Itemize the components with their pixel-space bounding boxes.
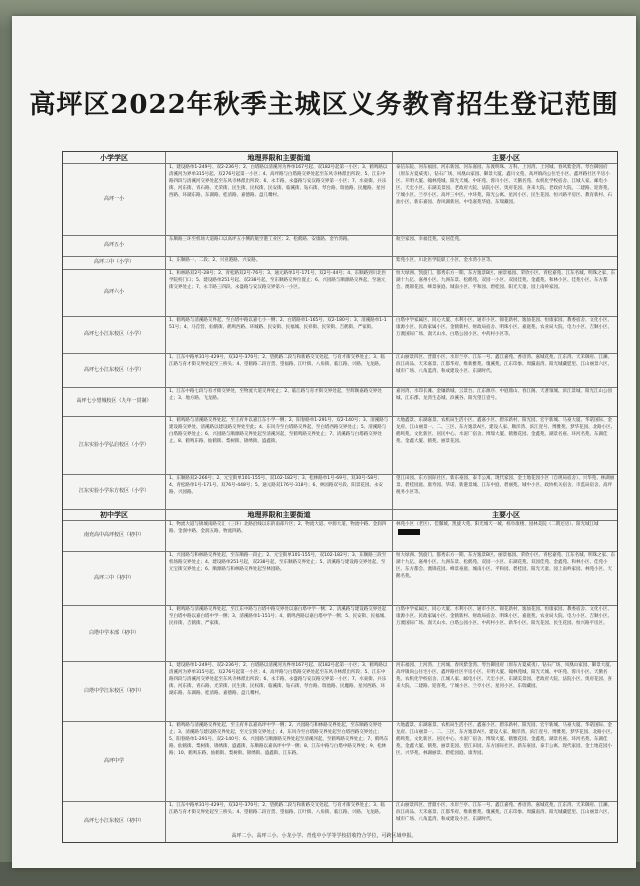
table-row xyxy=(63,256,617,269)
school-name: 高坪三中（小学） xyxy=(63,257,166,269)
header-estates: 主要小区 xyxy=(492,153,520,162)
school-name: 高坪一小 xyxy=(63,164,166,235)
header-streets: 地理界限和主要街道 xyxy=(166,152,393,163)
school-name: 白塔中学本部（初中） xyxy=(63,606,166,661)
streets-cell: 1、建设路单1-249号、双2-236号；2、白塔路以清溪河为界单167号起、双182号起第一小区；3、鹤鸣路以清溪河为界单315号起、双276号起第一小区；4、高坪路与白塔路交界处起至东风寺林派出所段；5、江东中路四段与清溪河交界处起至东风寺林派出所段；6、永丰路、永盛路与安汉路交界第一小区；7、水東街、兵乐街、河东街、青石路、光荣街、民生街、民权街、临溪街、钻石街、琴台路、瑞池路、民魔路、星河西路、环湖东路、东湖路、桂清路、嘉德路、盘儿嘴村。 xyxy=(166,662,393,721)
school-name: 高坪六小 xyxy=(63,270,166,316)
streets-cell: 1、建设路单1-249号、双2-236号；2、白塔路以清溪河为界单167号起、双182号起第一小区；3、鹤鸣路以清溪河为界单315号起、双276号起第一小区；4、高坪路与白塔路交界处起至东风寺林派出所段；5、江东中路四段与清溪河交界处起至东风寺林派出所段；6、永丰路、永盛路与安汉路交界第一小区；7、水東街、兵乐街、河东街、青石路、光荣街、民生街、民权街、民安街、临溪街、钻石街、琴台路、瑞池路、民魔路、星河西路、环湖东路、东湖路、桂清路、嘉德路、盘儿嘴村。 xyxy=(166,164,393,235)
estates-cell: 嘉河湾、水印长滩、金镶新城、云景台、江东源序、中庭鼎山、春江阁、天著领城、滨江景城、阳光江山公园城、江东郡、龙湾生态城、滨溪谷、阳光望江壹号。 xyxy=(396,389,612,401)
streets-cell: 1、鹤鸣路与清溪路交界处起，至江东中路与白塔中路交界处以嘉白塔中学一侧；2、清溪路与建设路交界处起至白塔中路以嘉白塔中学一侧；3、清溪路单1-151号；4、鹤鸣西路以嘉白塔中学一侧；5、民安街、民福城、民祥街、吉鹤街、严家街。 xyxy=(166,606,393,661)
estates-cell: 江山丽景四区、晋鼎小区、水岸兰亭、江东一号、鑫江嘉苑、香语湾、嘉城花苑、江东湾、天禾御府、江澜、滨江尚品、天禾嘉景、江都华府、维新雅苑、瑰溪苑、江东印象、周瀛南湾、阳光城藏愿里、江山丽景六区、城市广场、八角蓝湾、和成建设小区、东湖时代。 xyxy=(396,803,612,822)
streets-cell: 1、江东中路七段与育才街交界处，至物流大道交界处止；2、临江路与育才街交界处起，至辉顺嘉路交界处止；3、地方路、飞龙路。 xyxy=(166,388,393,416)
footer-note: 高坪二小、高坪三小、小龙小学、青莲中小学等学校招收符合学位，可跨区域申报。 xyxy=(231,833,417,839)
school-name: 南充高中高坪校区（初中） xyxy=(63,521,166,551)
school-name: 高坪七小望城校区（九年一贯制） xyxy=(63,388,166,416)
table-row xyxy=(63,520,617,551)
header-streets: 地理界限和主要街道 xyxy=(166,510,393,520)
streets-cell: 1、江东中路单31号-429号，双32号-370号；2、望鹤路二段与和新路交叉处起，与育才街交界处止；3、临江路与育才街交界处起至三桥头；4、望鹤路二段百货、望福路、江叶街、八角街、临江路、兴路、飞龙路。 xyxy=(166,802,393,842)
estates-cell: 白塔中学家属区、同心大厦、水利小区、通市小区、锦花新村、逸仙花园、恒康家园、教委宿舍、文化小区、康源小区、民政家属小区、金鹤新村、财政局宿舍、明珠小区、嘉庭苑、农业局大院、电力小区、吉顺小区、万澳国际广场、润天山水、白塔公园小区、中药村小区、新华小区、阳光花园、民生花园、恒兴路平房区。 xyxy=(396,607,612,626)
table-row xyxy=(63,474,617,509)
streets-cell: 1、东顺路一、二段；2、兴业港路、兴安路。 xyxy=(166,257,393,269)
estates-cell: 恒大绿洲、凯旋门、都秀东方一期、东方逸景B区、丽景福园、荣欣小区、青松嘉苑、江东名城、明珠之家、东湖十九亿、嘉州小区、九洲东景、松鹤苑、双园一小区、东湖花苑、双园佳苑、金鑫苑、和林小区、佳苑小区、东方都会、澳锦花园、峰景豪庭、城南小区、平和园、碧桂园、阳光天童、园上南岭家园、林苑小区、天鹅名苑。 xyxy=(396,553,616,579)
page-title: 高坪区2022年秋季主城区义务教育招生登记范围 xyxy=(29,90,619,120)
table-row xyxy=(63,353,617,387)
streets-cell: 1、鹤鸣路与清溪路交界处起、至王府井以嘉江东小学一侧；2、阳春路单1-291号、双2-140号；3、清溪路与建设路交界处、清溪路以建设路交界处至此；4、东风寺至白塔路交界起，至白塔西路交界处止；5、清溪路与白塔路交界处止；6、兴园路与顺源路交界处起至清溪河起，至鹤鸣路交界处止；7、清溪路与白塔路交界处止。8、鹤鸣东路、仙鹤街、梨树街、锦绣街、盛鑫街。 xyxy=(166,417,393,474)
school-name: 高坪七小江东校区（小学） xyxy=(63,317,166,353)
streets-cell: 1、鹤鸣路与清溪路交界起，至白塔中路以嘉七小一侧；2、白塔路单1-165号、双2-180号；3、清溪路单1-151号；4、马首营、仙鹤街、鹤鸣西路、环城路、民安街、民福城、民祥街、民荣街、吉鹤街、严家街。 xyxy=(166,317,393,353)
table-row xyxy=(63,235,617,256)
estates-text: 林苑小区（老区）、佳馨城、凯旋大苑、阳光城天一城、栎阜康楼、园林美院（二期还房）、阳光城江城 xyxy=(396,522,599,527)
school-name: 高坪中学 xyxy=(63,722,166,801)
school-name: 高坪七小江东校区（小学） xyxy=(63,354,166,387)
estates-cell: 白塔中学家属区、同心大厦、水利小区、通市小区、锦花新村、逸仙花园、恒康家园、教委宿舍、文化小区、康源小区、民政家属小区、金鹤新村、财政局宿舍、明珠小区、嘉庭苑、农业局大院、电力小区、吉顺小区、万澳国际广场、润天山水、白塔公园小区、中药村小区等。 xyxy=(396,318,612,337)
estates-cell: 航空家园、幸福佳苑、安居佳苑。 xyxy=(396,237,464,242)
estates-cell: 大地鑫景、东湖嘉景、农机局生活小区、鑫嘉小区、碧乐新村、阳光园、宏宇新城、马豪大厦、华诺国际、金龙府、江山丽景一、二、三区、东方逸景A区、建设人家、顺洋湾、滨江壹号、博雅苑、梦华花园、北路小区、鹤鸣苑、文化新区、居民中心、水泥厂宿舍、博瑞大厦、鹤雅花园、金鑫苑、湖景名座、环河名苑、东湖佳苑、金鑫大厦、鹤苑、丽景花园。 xyxy=(396,418,616,444)
primary-header-row xyxy=(63,152,617,163)
estates-cell xyxy=(393,521,619,551)
table-row xyxy=(63,661,617,721)
streets-cell: 东顺路三环至机场大道路口以高坪五小侧的航空港工业区；2、松鹤路、安康路、金竹湾路。 xyxy=(166,236,393,256)
school-name: 高坪七小江东校区（初中） xyxy=(63,802,166,842)
table-row xyxy=(63,163,617,235)
streets-cell: 1、东顺路双2-266号；2、元宝街单101-155号、双102-182号；3、松林路单1号-69号、双30号-58号；4、青松路单1号-171号、双76号-448号；5、通元路双176号-318号；6、林园路双号段、阳景花园、永安路、兴园路。 xyxy=(166,475,393,509)
school-name: 白塔中学江东校区（初中） xyxy=(63,662,166,721)
table-row xyxy=(63,605,617,661)
table-row xyxy=(63,387,617,416)
streets-cell: 1、兴园路与和林路交界处起，至东顺路一段止；2、元宝街单101-155号，双102-182号；3、东顺路三段至机场路交界处止；4、建设路单251号起，双238号起，至东顺路交界处止；5、清溪路与建设路交界处起，至元宝街交界处止；6、顺源路与和林路交界处起至林园路。 xyxy=(166,552,393,605)
estates-cell: 江山丽景四区、晋鼎小区、水岸兰亭、江东一号、鑫江嘉苑、香语湾、嘉城花苑、江东湾、天禾御府、江澜、滨江尚品、天禾嘉景、江都华府、维新雅苑、瑰溪苑、江东印象、周瀛南湾、阳光城藏愿里、江山丽景六区、城市广场、八角蓝湾、和成建设小区、东湖时代。 xyxy=(396,355,612,374)
table-row xyxy=(63,416,617,474)
header-estates: 主要小区 xyxy=(492,511,520,519)
estates-cell: 河东福园、上河湾、上河城、春风紫金湾、琴台御园府（原东方夏威夷）、钻石广场、凤凰山家园、御景大厦、高坪镇尚公住宅小区、鑫坪路社区平房小区、开明大厦、翰林苑城、阳光天城、中环苑、蓉川小区、天鹅名苑、农机化学校宿舍、江城人家、邮电小区、天宏小区、东湖美景园、老政府大院、法院小区、奥府花园、喜来大院、二建路、迎客苑、宁城小区、兰亭小区、星河小区、东瑞藏园。 xyxy=(396,663,615,689)
streets-cell: 1、江东中路单31号-429号，双32号-370号；2、望鹤路二段与和新路交叉处起，与育才街交界处止；3、临江路与育才街交界处起至三桥头；4、望鹤路二段百货、望福路、江叶街、八角街、临江路、兴路、飞龙路。 xyxy=(166,354,393,387)
streets-cell: 1、物流大道与锦城南路交汇（三环）北路沿线以东的南部片区；2、物流大道、中源大道、物流中路、金润四路、金润中路、金润五路、物流四路。 xyxy=(166,521,393,551)
school-name: 高坪五小 xyxy=(63,236,166,256)
table-row xyxy=(63,316,617,353)
table-row xyxy=(63,721,617,801)
table-row xyxy=(63,551,617,605)
estates-cell: 大地鑫景、东湖嘉景、农机局生活小区、鑫嘉小区、碧乐新村、阳光园、宏宇新城、马豪大厦、华诺国际、金龙府、江山丽景一、二、三区、东方逸景A区、建设人家、顺洋湾、滨江壹号、博雅苑、梦华花园、北路小区、鹤鸣苑、文化新区、居民中心、水泥厂宿舍、博瑞大厦、鹤雅花园、金鑫苑、湖景名座、环河名苑、东湖佳苑、金鑫大厦、鹤苑、丽景花园、望江田园、东方国际社区、新东豪园、泰丰公寓、现代家园、金土地花园小区、兴华苑、林湖丽景、碧桂园庭、康寿园。 xyxy=(396,723,616,756)
header-district: 初中学区 xyxy=(63,510,166,520)
school-name: 江东实验小学东方校区（小学） xyxy=(63,475,166,509)
header-district: 小学学区 xyxy=(63,152,166,163)
estates-cell: 恒大绿洲、凯旋门、都秀东方一期、东方逸景B区、丽景福园、荣欣小区、青松嘉苑、江东名城、明珠之家、东湖十九亿、嘉州小区、九洲东景、松鹤苑、双园一小区、双园佳苑、金鑫苑、和林小区、佳苑小区、东方都会、澳锦花园、峰景豪庭、城南小区、平和园、碧桂园、阳光天童、园上南岭家园。 xyxy=(396,271,616,290)
streets-cell: 1、鹤鸣路与清溪路交界处起，至王府井以嘉高坪中学一侧；2、兴园路与和林路交界处起，至东顺路交界处止；3、清溪路与建设路交界处起，至元宝街交界处止；4、东风寺至白塔路交界处起至白塔西路交界处止；5、阳春路单1-291号、双2-140号；6、兴园路与顺源路交界处起至清溪河起，至鹤鸣路交界处止；7、鹤鸣东路、仙鹤街、梨树街、锦绣街、盛鑫街、东顺路以嘉高坪中学一侧；8、江东中路与白塔中路交界处；9、松林路；10、鹤鸣东路、仙鹤街、梨树街、锦绣街、盛鑫街、江东路。 xyxy=(166,722,393,801)
estates-cell: 紫苑小区、川北医学院职工小区、金水湾小区等。 xyxy=(396,258,495,263)
enrollment-table xyxy=(62,151,618,843)
estates-cell: 泰信东院、河东福园、河东新园、河东嘉园、东渡明珠、万科、上河湾、上河城、春风紫金湾、琴台御园府（原东方夏威夷）、钻石广场、凤凰山家园、御景大厦、鑫川文苑、高坪镇尚公住宅小区、鑫坪路社区平房小区、开明大厦、翰林苑城、阳光天城、中环苑、蓉川小区、天鹅名苑、农机化学校宿舍、江城人家、邮电小区、天宏小区、东湖美景园、老政府大院、法院小区、奥府花园、喜来大院、老政府大院、二建路、迎客苑、宁城小区、兰亭小区、高坪三中区、中环苑、阳光公寓、星河小区、民生花园、恒兴路平房区、教育新村、石油小区、新东嘉园、春风湖新居、中电嘉苑华庭、东瑞藏园。 xyxy=(396,165,612,205)
middle-header-row xyxy=(63,509,617,520)
notice-poster xyxy=(12,16,636,868)
school-name: 高坪三中（初中） xyxy=(63,552,166,605)
streets-cell: 1、和林路双2号-28号；2、青松路双2号-76号；3、通元路单1号-171号、双2号-44号；4、东顺路到川北医学院校门口；5、建设路单251号起、双238号起，至东顺路交界位置止；6、兴园路与顺源路交界起，至通元街交界处止；7、永丰路三四段、永盛路与安汉路交界第六一小区。 xyxy=(166,270,393,316)
estates-cell: 望江田园、东方国际社区、新东豪园、泰丰公寓、现代家园、金土地花园小区（自规局宿舍）、兴华苑、林湖丽景、碧桂园庭、康寿园、华诺、新港景城、江东中庭、碧丽苑、城中小区、政协机关宿舍、市监局宿舍、高坪税务小区等。 xyxy=(396,476,615,495)
table-row xyxy=(63,269,617,316)
redaction-mark xyxy=(398,529,420,535)
school-name: 江东实验小学弘启校区（小学） xyxy=(63,417,166,474)
